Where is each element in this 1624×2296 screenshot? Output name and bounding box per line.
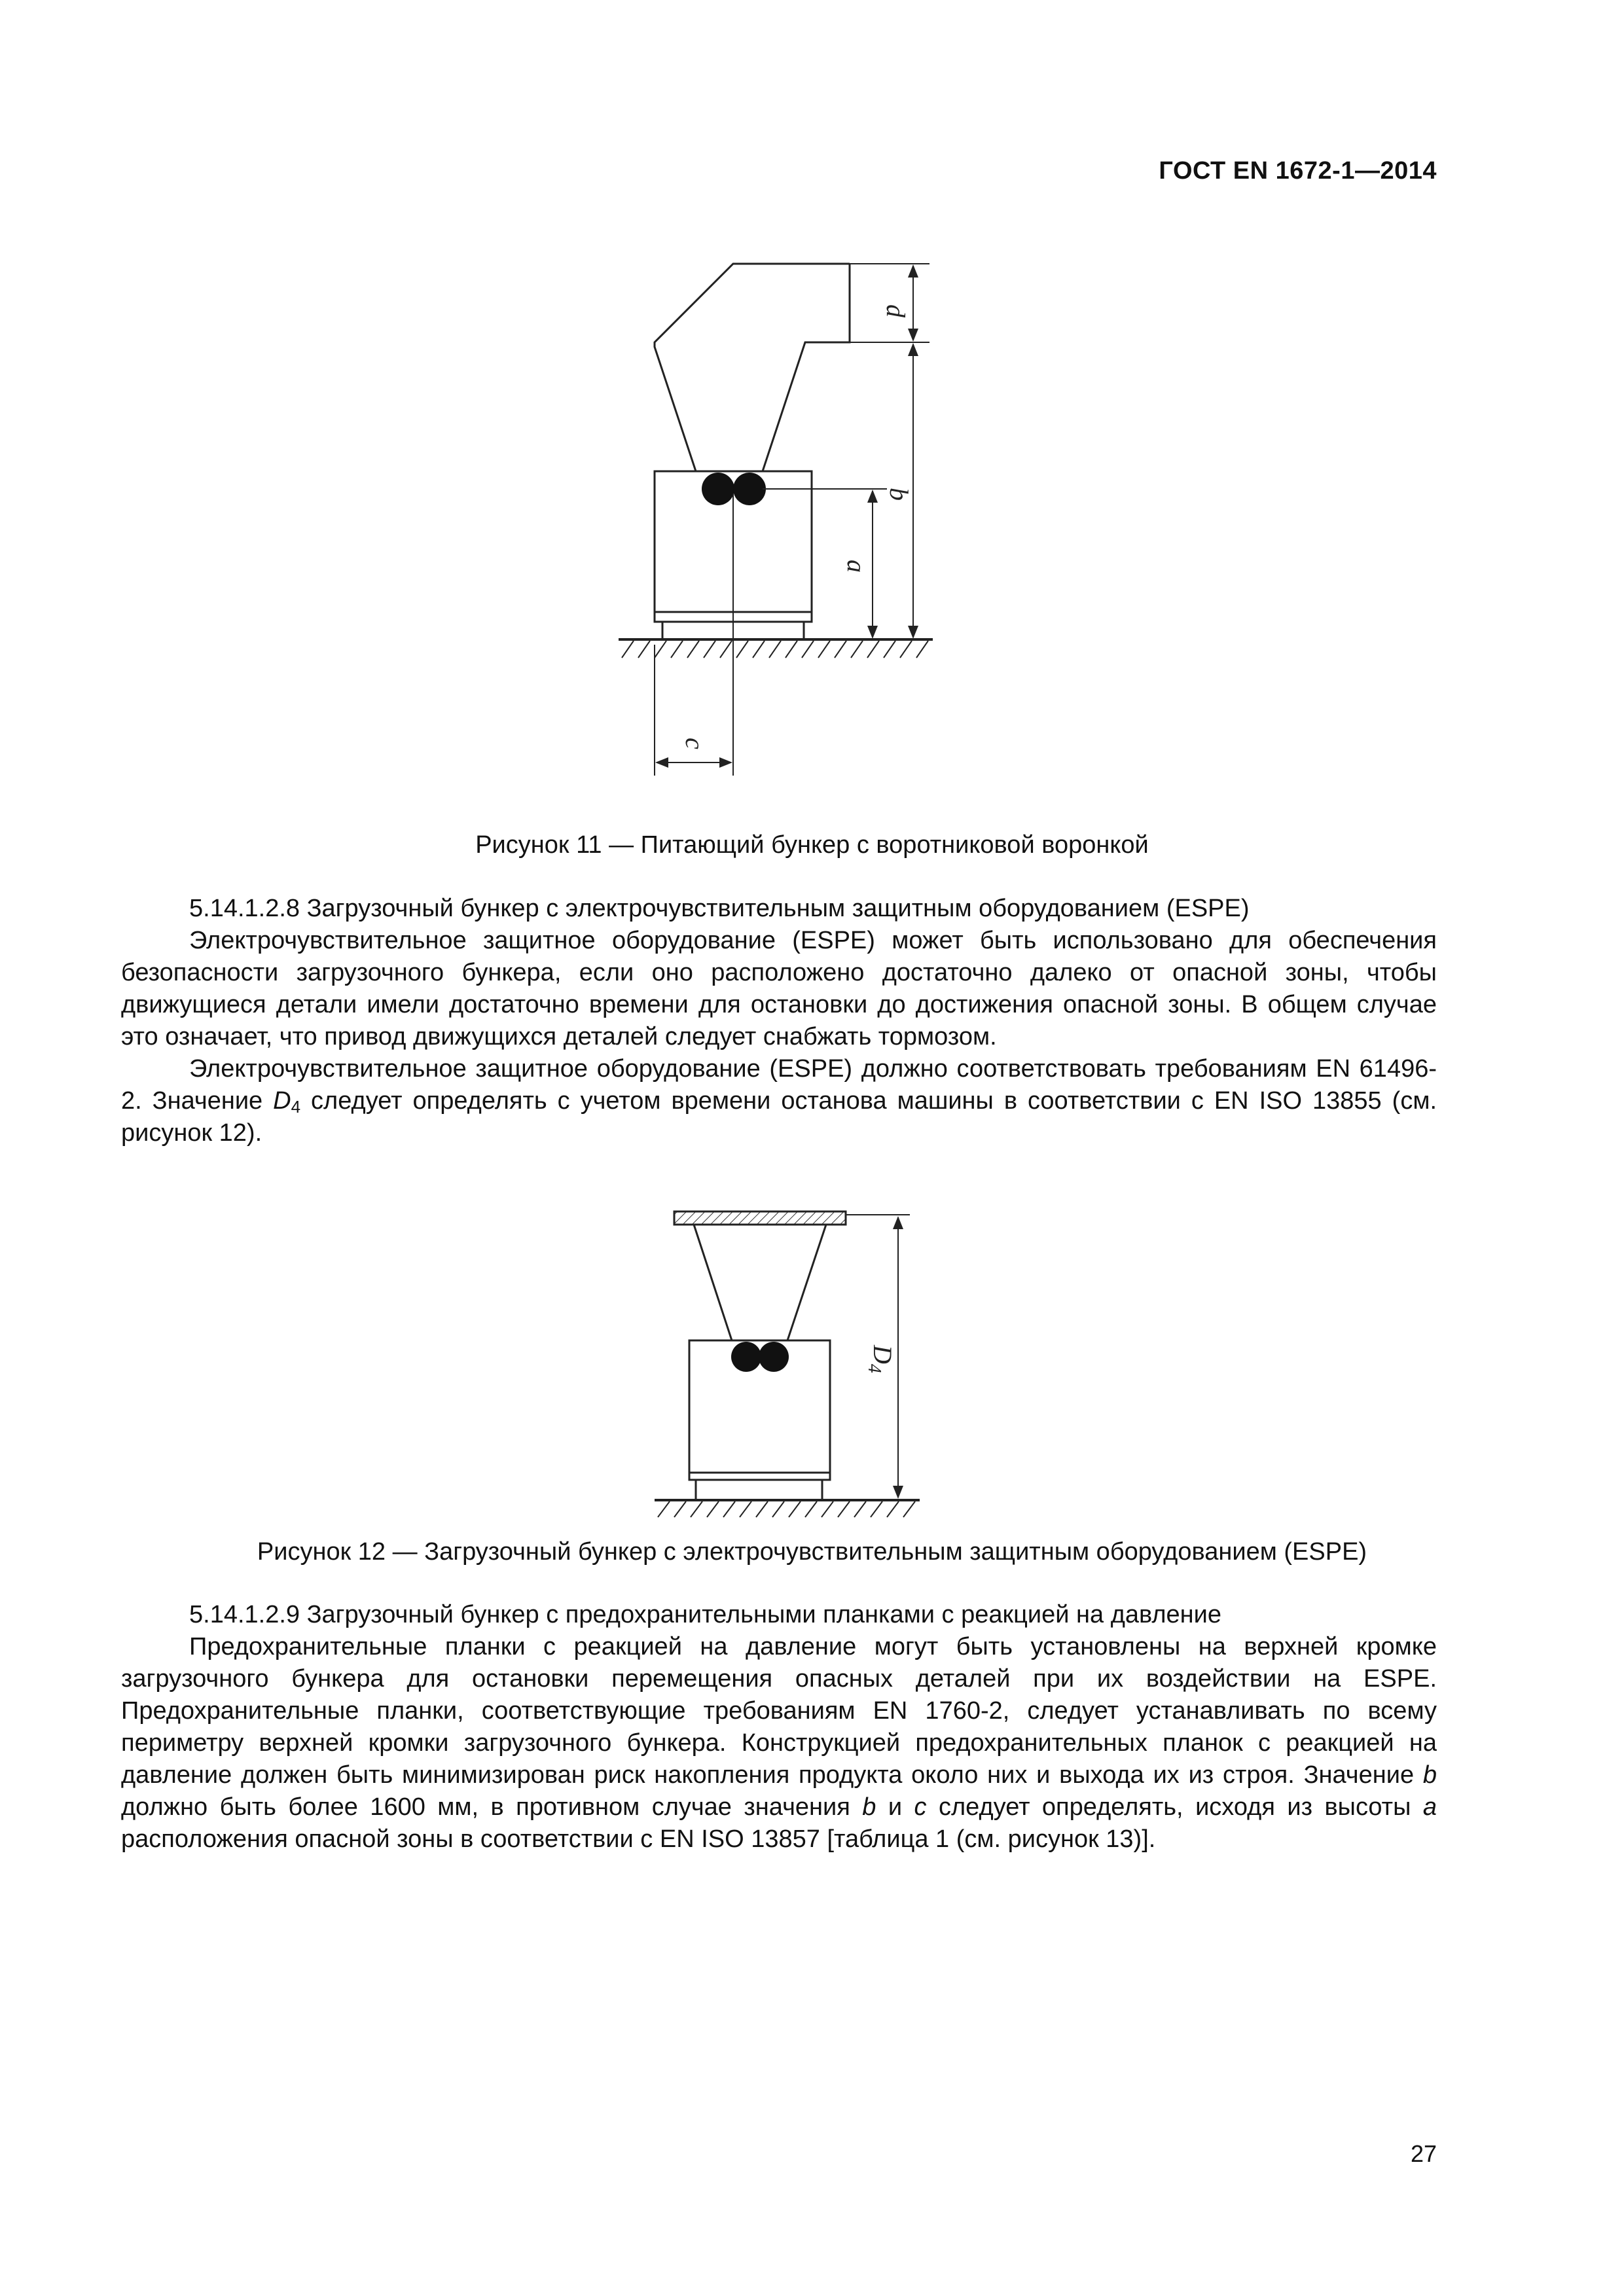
dimension-label-d: d bbox=[881, 304, 911, 317]
document-code-header: ГОСТ EN 1672-1—2014 bbox=[1159, 157, 1437, 185]
section-5-14-1-2-9 bbox=[121, 1599, 1437, 1856]
paragraph bbox=[121, 1053, 1437, 1149]
section-heading: 5.14.1.2.8 Загрузочный бункер с электрочувствительным защитным оборудованием (ESPE) bbox=[189, 895, 1250, 922]
section-5-14-1-2-8 bbox=[121, 893, 1437, 1149]
figure-11-drawing bbox=[602, 255, 969, 792]
paragraph-text: расположения опасной зоны в соответствии с EN ISO 13857 [таблица 1 (см. рисунок 13)]. bbox=[121, 1825, 1156, 1853]
dimension-label-a: a bbox=[842, 560, 871, 573]
variable-a: a bbox=[1422, 1793, 1437, 1821]
variable-subscript: 4 bbox=[291, 1097, 301, 1117]
paragraph-text: следует определять с учетом времени останова машины в соответствии с EN ISO 13855 (см. рисунок 12). bbox=[121, 1087, 1437, 1147]
paragraph bbox=[121, 1631, 1437, 1856]
dimension-label-D4: D4 bbox=[863, 1345, 897, 1373]
paragraph-text: и bbox=[876, 1793, 914, 1821]
figure-12-drawing bbox=[648, 1198, 943, 1538]
dimension-label-c: c bbox=[680, 738, 710, 749]
figure-12-caption: Рисунок 12 — Загрузочный бункер с электрочувствительным защитным оборудованием (ESPE) bbox=[257, 1538, 1367, 1566]
variable-D: D bbox=[273, 1087, 291, 1115]
paragraph-text: Предохранительные планки с реакцией на давление могут быть установлены на верхней кромке загрузочного бункера для остановки перемещения опасных деталей при их воздействии на ESPE. Предохранительные планки, соответствующие требованиям EN 1760-2, следует устанавливать по всему периметру верхней кромки загрузочного бункера. Конструкцией предохранительных планок с реакцией на давление должен быть минимизирован риск накопления продукта около них и выхода их из строя. Значение bbox=[121, 1633, 1437, 1789]
paragraph-text: должно быть более 1600 мм, в противном случае значения bbox=[121, 1793, 863, 1821]
dimension-label-b: b bbox=[884, 488, 914, 501]
page-number: 27 bbox=[1410, 2140, 1437, 2167]
paragraph-text: следует определять, исходя из высоты bbox=[926, 1793, 1423, 1821]
paragraph-text: Электрочувствительное защитное оборудование (ESPE) должно соответствовать требованиям EN 61496-2. Значение bbox=[121, 1055, 1437, 1115]
paragraph: Электрочувствительное защитное оборудование (ESPE) может быть использовано для обеспечения безопасности загрузочного бункера, если оно расположено достаточно далеко от опасной зоны, чтобы движущиеся детали имели достаточно времени для остановки до достижения опасной зоны. В общем случае это означает, что привод движущихся деталей следует снабжать тормозом. bbox=[121, 927, 1437, 1050]
variable-b: b bbox=[862, 1793, 876, 1821]
variable-b: b bbox=[1422, 1761, 1437, 1789]
variable-c: c bbox=[914, 1793, 927, 1821]
figure-11-caption: Рисунок 11 — Питающий бункер с воротниковой воронкой bbox=[475, 831, 1149, 859]
section-heading: 5.14.1.2.9 Загрузочный бункер с предохранительными планками с реакцией на давление bbox=[189, 1601, 1221, 1628]
